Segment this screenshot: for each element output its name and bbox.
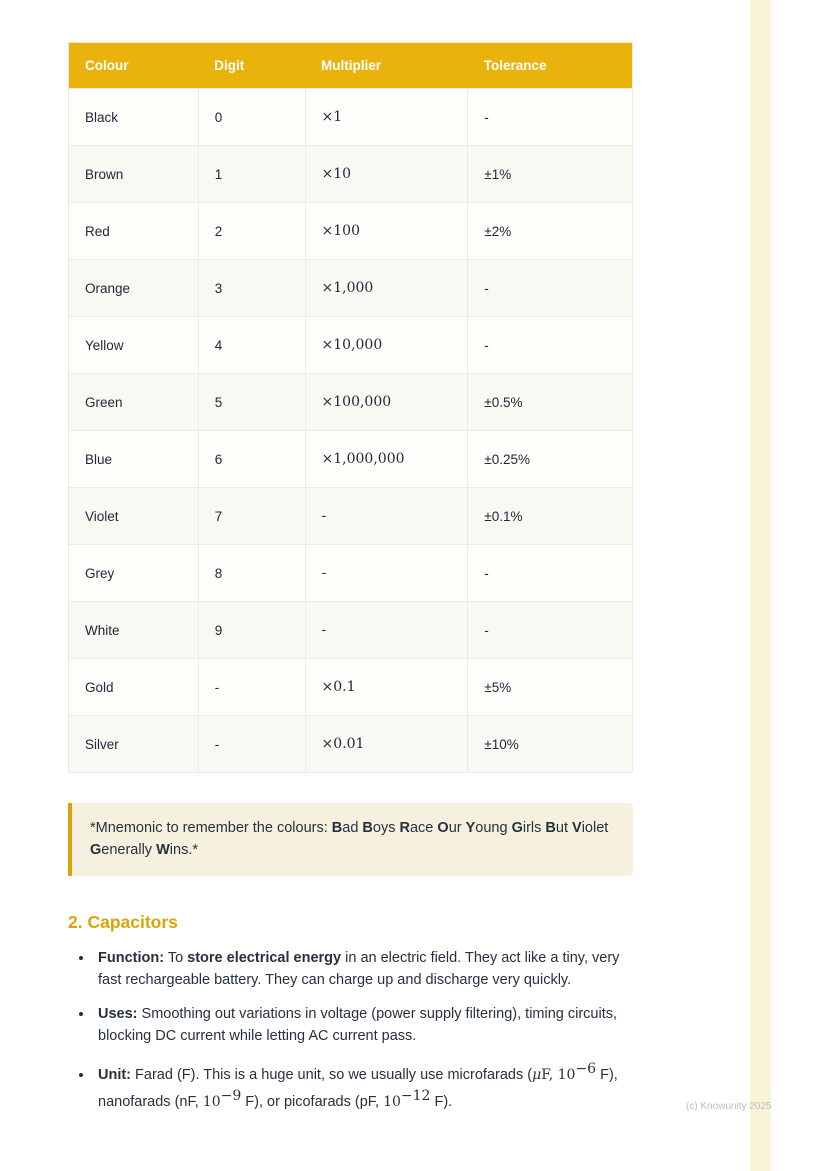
cell-digit: 3 — [198, 260, 305, 317]
cell-digit: 9 — [198, 602, 305, 659]
mnemonic-letter: Y — [465, 820, 476, 836]
math-unit: F, — [541, 1066, 558, 1083]
bullet-unit — [94, 1059, 633, 1114]
table-row — [69, 659, 633, 716]
mnemonic-word: iolet — [581, 820, 609, 836]
table-row — [69, 374, 633, 431]
document-content — [68, 42, 633, 1125]
header-colour: Colour — [69, 43, 199, 89]
bullet-text: To — [164, 949, 188, 966]
bullet-text: F), or picofarads (pF, — [241, 1094, 384, 1111]
cell-tolerance: - — [468, 260, 633, 317]
cell-tolerance: ±10% — [468, 716, 633, 773]
watermark: (c) Knowunity 2025 — [686, 1101, 772, 1112]
mnemonic-word: oung — [475, 820, 512, 836]
cell-tolerance: - — [468, 545, 633, 602]
bullet-text: Smoothing out variations in voltage (power supply filtering), timing circuits, blocking DC current while letting AC current pass. — [98, 1005, 618, 1045]
mnemonic-letter: G — [90, 842, 102, 859]
mnemonic-word: oys — [372, 820, 400, 836]
math-exponent: −6 — [575, 1060, 597, 1077]
resistor-colour-code-table — [68, 42, 633, 773]
math-base: 10 — [202, 1094, 221, 1111]
bullet-text: Farad (F). This is a huge unit, so we usually use microfarads ( — [131, 1066, 533, 1083]
header-digit: Digit — [198, 43, 305, 89]
bullet-emphasis: store electrical energy — [187, 949, 342, 966]
mnemonic-letter: V — [572, 820, 582, 836]
bullet-text: F). — [430, 1094, 453, 1111]
mnemonic-letter: B — [331, 820, 343, 836]
table-row — [69, 203, 633, 260]
bullet-function — [94, 947, 633, 992]
bullet-text: F), nanofarads (nF, — [98, 1066, 618, 1111]
capacitors-bullet-list — [68, 947, 633, 1114]
cell-multiplier: - — [305, 488, 468, 545]
header-multiplier: Multiplier — [305, 43, 468, 89]
cell-multiplier: ×10,000 — [305, 317, 468, 374]
math-exponent: −12 — [400, 1088, 431, 1105]
table-row — [69, 716, 633, 773]
cell-tolerance: ±0.5% — [468, 374, 633, 431]
cell-multiplier: ×10 — [305, 146, 468, 203]
table-row — [69, 260, 633, 317]
cell-tolerance: ±5% — [468, 659, 633, 716]
mnemonic-letter: R — [399, 820, 410, 836]
cell-colour: Orange — [69, 260, 199, 317]
cell-digit: 5 — [198, 374, 305, 431]
cell-digit: 6 — [198, 431, 305, 488]
cell-digit: - — [198, 716, 305, 773]
mnemonic-word: ut — [555, 820, 573, 836]
table-row — [69, 89, 633, 146]
cell-colour: Blue — [69, 431, 199, 488]
table-row — [69, 146, 633, 203]
mnemonic-word: enerally — [101, 842, 157, 859]
mnemonic-letter: B — [362, 820, 373, 836]
cell-colour: Violet — [69, 488, 199, 545]
cell-digit: 0 — [198, 89, 305, 146]
bullet-uses — [94, 1003, 633, 1048]
mnemonic-word: ur — [448, 820, 466, 836]
cell-tolerance: ±1% — [468, 146, 633, 203]
mnemonic-letter: G — [511, 820, 523, 836]
bullet-label: Unit: — [98, 1066, 132, 1083]
cell-tolerance: - — [468, 317, 633, 374]
cell-multiplier: ×1,000,000 — [305, 431, 468, 488]
table-row — [69, 488, 633, 545]
mnemonic-word: ad — [342, 820, 363, 836]
cell-multiplier: - — [305, 602, 468, 659]
cell-colour: Green — [69, 374, 199, 431]
mnemonic-note — [68, 803, 633, 876]
cell-multiplier: - — [305, 545, 468, 602]
mnemonic-letter: O — [437, 820, 449, 836]
table-row — [69, 545, 633, 602]
cell-tolerance: ±2% — [468, 203, 633, 260]
mnemonic-word: ace — [409, 820, 438, 836]
cell-digit: 8 — [198, 545, 305, 602]
cell-colour: Red — [69, 203, 199, 260]
cell-colour: Brown — [69, 146, 199, 203]
header-tolerance: Tolerance — [468, 43, 633, 89]
cell-colour: Silver — [69, 716, 199, 773]
mnemonic-word: ins.* — [169, 842, 198, 859]
table-header-row — [69, 43, 633, 89]
cell-colour: Yellow — [69, 317, 199, 374]
cell-multiplier: ×100,000 — [305, 374, 468, 431]
math-base: 10 — [383, 1094, 401, 1111]
section-heading-capacitors: 2. Capacitors — [68, 911, 178, 932]
cell-multiplier: ×100 — [305, 203, 468, 260]
cell-multiplier: ×0.01 — [305, 716, 468, 773]
cell-multiplier: ×1 — [305, 89, 468, 146]
cell-colour: White — [69, 602, 199, 659]
bullet-label: Function: — [98, 949, 165, 966]
cell-digit: 2 — [198, 203, 305, 260]
cell-digit: 4 — [198, 317, 305, 374]
mnemonic-word: irls — [522, 820, 546, 836]
cell-tolerance: - — [468, 602, 633, 659]
math-exponent: −9 — [220, 1088, 242, 1105]
cell-tolerance: - — [468, 89, 633, 146]
cell-colour: Grey — [69, 545, 199, 602]
cell-digit: - — [198, 659, 305, 716]
math-base: 10 — [557, 1066, 576, 1083]
cell-digit: 1 — [198, 146, 305, 203]
bullet-text: in an electric field. They act like a tiny, very fast rechargeable battery. They can charge up and discharge very quickly. — [98, 949, 620, 989]
cell-digit: 7 — [198, 488, 305, 545]
math-mu: μ — [532, 1066, 542, 1083]
cell-colour: Gold — [69, 659, 199, 716]
mnemonic-prefix: *Mnemonic to remember the colours: — [90, 820, 332, 836]
mnemonic-letter: B — [545, 820, 556, 836]
page-edge-band — [750, 0, 771, 1171]
cell-multiplier: ×0.1 — [305, 659, 468, 716]
mnemonic-letter: W — [156, 842, 170, 859]
cell-tolerance: ±0.25% — [468, 431, 633, 488]
bullet-label: Uses: — [98, 1005, 138, 1022]
cell-tolerance: ±0.1% — [468, 488, 633, 545]
table-row — [69, 317, 633, 374]
table-row — [69, 602, 633, 659]
table-row — [69, 431, 633, 488]
cell-multiplier: ×1,000 — [305, 260, 468, 317]
cell-colour: Black — [69, 89, 199, 146]
